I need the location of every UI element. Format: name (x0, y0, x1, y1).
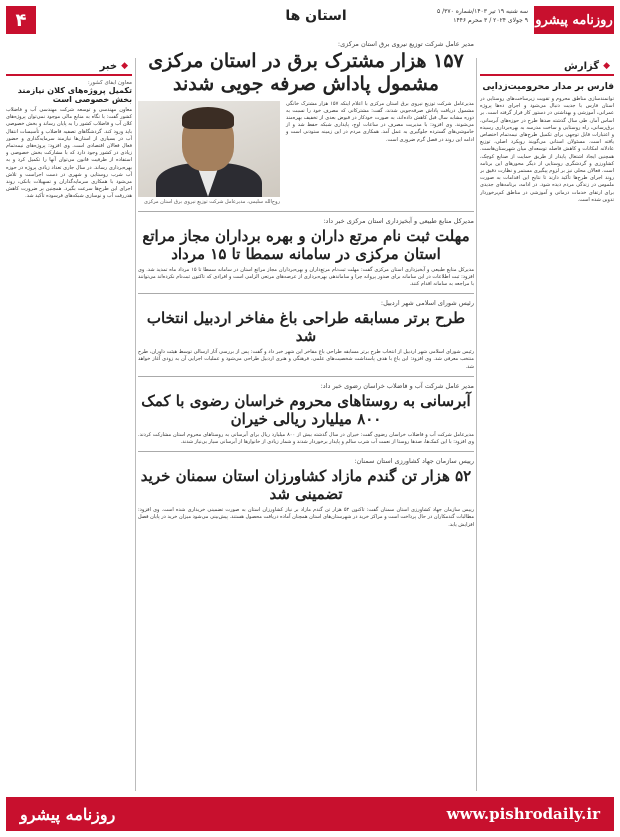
story-headline: آبرسانی به روستاهای محروم خراسان رضوی با کمک ۸۰۰ میلیارد ریالی خیران (141, 391, 471, 428)
issue-line-2: ۹ جولای ۲۰۲۴ / ۳ محرم ۱۴۴۶ (453, 17, 528, 24)
story-body: مدیرعامل شرکت توزیع نیروی برق استان مرکزی با اعلام اینکه ۱۵۷ هزار مشترک خانگی مشمول دریافت پاداش صرفه‌جویی شدند، گفت: مشترکانی که مصرف خود را نسبت به دوره مشابه سال قبل کاهش داده‌اند، به صورت خودکار در قبوض بعدی از تخفیف بهره‌مند می‌شوند. وی افزود: با مدیریت مصرف در ساعات اوج، پایداری شبکه حفظ شد و از خاموشی‌های گسترده جلوگیری به عمل آمد. همکاری مردم در این زمینه ستودنی است و ادامه این روند در فصل گرم ضروری است. (286, 100, 474, 143)
column-divider (476, 58, 477, 791)
section-title: استان ها (285, 8, 347, 24)
story-kicker: مدیر عامل شرکت توزیع نیروی برق استان مرکزی: (337, 40, 474, 48)
column-divider (135, 58, 136, 791)
page-header (6, 6, 614, 34)
website-link[interactable]: www.pishrodaily.ir (446, 805, 600, 823)
left-body: معاون مهندسی و توسعه شرکت مهندسی آب و فاضلاب کشور گفت: با نگاه به منابع مالی موجود نمی‌توان پروژه‌های کلان آب و فاضلاب کشور را به پایان رساند و بخش خصوصی باید ورود کند. گردشگاهای تصفیه فاضلاب و تأسیسات انتقال آب در بسیاری از استان‌ها نیازمند سرمایه‌گذاری و حضور فعال فعالان اقتصادی است. وی افزود: پروژه‌های نیمه‌تمام زیادی در کشور وجود دارد که با مشارکت بخش خصوصی و استفاده از ظرفیت قانون می‌توان آنها را تکمیل کرد و به بهره‌برداری رساند. در سال جاری تعداد زیادی پروژه در حوزه آب شرب روستایی و شهری در دست اجراست و تلاش می‌شود با همکاری سرمایه‌گذاران و تسهیلات بانکی، روند اجرای این طرح‌ها سرعت بگیرد. همچنین بر ضرورت کاهش هدررفت آب و نوسازی شبکه‌های فرسوده تأکید شد. (6, 107, 132, 200)
story-ardabil (138, 299, 474, 377)
story-kicker: رئیس شورای اسلامی شهر اردبیل: (380, 299, 474, 308)
story-body: مدیرکل منابع طبیعی و آبخیزداری استان مرکزی گفت: مهلت ثبت‌نام مرتع‌داران و بهره‌برداران مجاز مراتع استان در سامانه سمطا تا ۱۵ مرداد ماه تمدید شد. وی افزود: ثبت اطلاعات در این سامانه برای صدور پروانه چرا و ساماندهی بهره‌برداری از عرصه‌های مرتعی الزامی است و افرادی که تاکنون ثبت‌نام نکرده‌اند می‌توانند با مراجعه به سامانه اقدام کنند. (138, 266, 474, 287)
story-body: رئیس شورای اسلامی شهر اردبیل از انتخاب طرح برتر مسابقه طراحی باغ مفاخر این شهر خبر داد و گفت: پس از بررسی آثار ارسالی توسط هیئت داوران، طرح منتخب معرفی شد. وی افزود: این باغ با هدف پاسداشت شخصیت‌های علمی، فرهنگی و هنری اردبیل طراحی می‌شود و عملیات اجرایی آن به زودی آغاز خواهد شد. (138, 349, 474, 370)
bullet-icon: ◆ (121, 61, 128, 71)
right-heading-label: گزارش (564, 60, 600, 72)
left-title: تکمیل پروژه‌های کلان نیازمند بخش خصوصی است (17, 86, 132, 104)
story-body: رییس سازمان جهاد کشاورزی استان سمنان گفت: تاکنون ۵۲ هزار تن گندم مازاد بر نیاز کشاورزان استان به صورت تضمینی خریداری شده است. وی افزود: مطالبات گندمکاران در حال پرداخت است و مراکز خرید در شهرستان‌های استان همچنان آماده دریافت محصول هستند. پیش‌بینی می‌شود میزان خرید در پایان فصل افزایش یابد. (138, 507, 474, 528)
story-body: مدیرعامل شرکت آب و فاضلاب خراسان رضوی گفت: خیران در سال گذشته بیش از ۸۰۰ میلیارد ریال برای آبرسانی به روستاهای محروم استان مشارکت کردند. وی افزود: با این کمک‌ها، صدها روستا از نعمت آب شرب سالم و پایدار برخوردار شدند و شمار زیادی از خانوارها از آبرسانی سیار بی‌نیاز شدند. (138, 431, 474, 446)
right-column-heading (480, 58, 614, 76)
page-footer (6, 797, 614, 831)
story-khorasan (138, 382, 474, 452)
story-rangeland (138, 217, 474, 295)
story-headline: ۵۲ هزار تن گندم مازاد کشاورزان استان سمنان خرید تضمینی شد (140, 467, 472, 504)
left-column-heading (6, 58, 132, 76)
bullet-icon: ◆ (603, 61, 610, 71)
center-column (138, 40, 474, 791)
masthead-logo: روزنامه پیشرو (534, 6, 614, 34)
story-kicker: مدیرکل منابع طبیعی و آبخیزداری استان مرکزی خبر داد: (323, 216, 474, 225)
page-number: ۴ (6, 6, 36, 34)
footer-brand: روزنامه پیشرو (20, 804, 116, 824)
right-column (480, 80, 614, 791)
portrait-photo (138, 101, 280, 197)
story-headline: ۱۵۷ هزار مشترک برق در استان مرکزی مشمول پاداش صرفه جویی شدند (148, 50, 464, 95)
left-subheading: معاون آبفای کشور: (87, 80, 132, 86)
right-title: فارس بر مدار محرومیت‌زدایی (482, 82, 614, 92)
story-headline: طرح برتر مسابقه طراحی باغ مفاخر اردبیل انتخاب شد (146, 309, 466, 346)
left-column (6, 80, 132, 791)
left-heading-label: خبر (99, 60, 118, 72)
story-electricity (138, 40, 474, 212)
story-semnan (138, 457, 474, 534)
story-kicker: رییس سازمان جهاد کشاورزی استان سمنان: (354, 457, 474, 466)
issue-line-1: سه شنبه ۱۹ تیر ۱۴۰۳/شماره ۳۷۰/ ۵ (436, 8, 528, 15)
right-body: توانمندسازی مناطق محروم و تقویت زیرساخت‌های روستایی در استان فارس با جدیت دنبال می‌شود و اجرای ده‌ها پروژه عمرانی، آموزشی و بهداشتی در دستور کار قرار گرفته است. بر اساس آمار، طی سال گذشته صدها طرح در حوزه‌های آبرسانی، برق‌رسانی، راه روستایی و ساخت مدرسه به بهره‌برداری رسیده و اعتبارات قابل توجهی برای تکمیل طرح‌های نیمه‌تمام اختصاص یافته است. مسئولان استانی می‌گویند رویکرد اصلی، توزیع عادلانه امکانات و کاهش فاصله توسعه‌ای میان شهرستان‌هاست. همچنین ایجاد اشتغال پایدار از طریق حمایت از صنایع کوچک، کشاورزی و گردشگری روستایی از دیگر محورهای این برنامه است. فعالان محلی نیز بر لزوم پیگیری مستمر و نظارت دقیق بر روند اجرای طرح‌ها تأکید دارند تا نتایج این اقدامات به صورت ملموس در زندگی مردم دیده شود. در ادامه، برنامه‌های جدیدی برای ارتقای خدمات درمانی و آموزشی در مناطق کم‌برخوردار تدوین شده است. (480, 96, 614, 203)
issue-info (437, 7, 528, 25)
photo-caption: روح‌الله سلیمی، مدیرعامل شرکت توزیع نیروی برق استان مرکزی (144, 198, 280, 205)
story-headline: مهلت ثبت نام مرتع داران و بهره برداران مجاز مراتع استان مرکزی در سامانه سمطا تا ۱۵ مرداد (142, 226, 470, 263)
story-kicker: مدیر عامل شرکت آب و فاضلاب خراسان رضوی خبر داد: (320, 381, 474, 390)
